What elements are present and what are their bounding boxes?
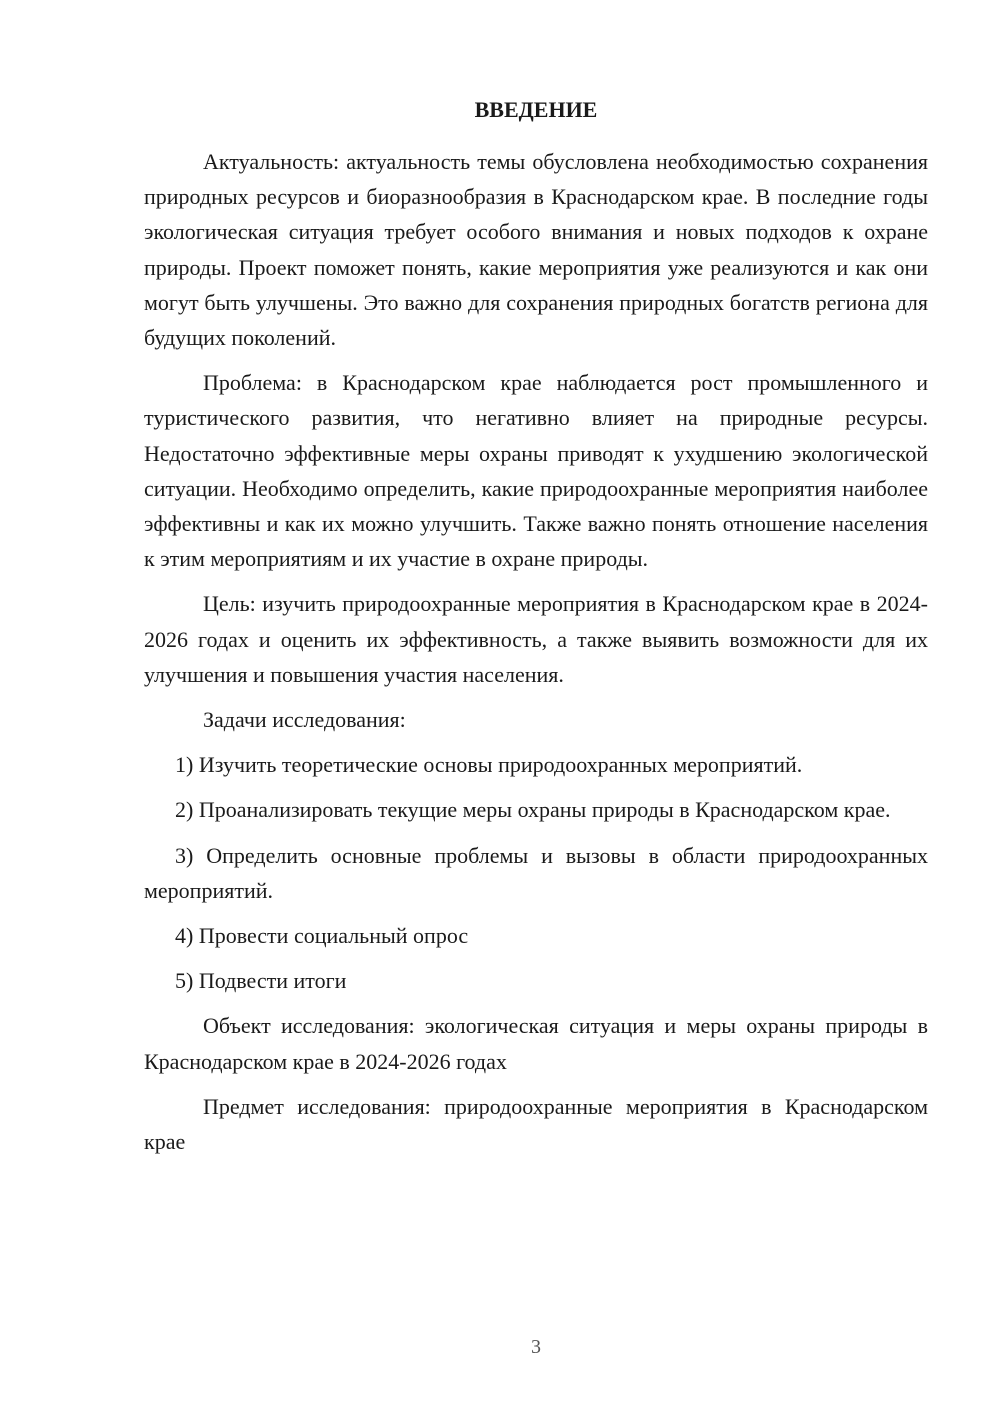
task-item-2: 2) Проанализировать текущие меры охраны природы в Краснодарском крае.: [175, 797, 891, 823]
page-content: [144, 94, 928, 1169]
paragraph-problem: Проблема: в Краснодарском крае наблюдается рост промышленного и туристического развития, что негативно влияет на природные ресурсы. Недостаточно эффективные меры охраны приводят к ухудшению экологической ситуации. Необходимо определить, какие природоохранные мероприятия наиболее эффективны и как их можно улучшить. Также важно понять отношение населения к этим мероприятиям и их участие в охране природы.: [144, 370, 928, 572]
paragraph-object: Объект исследования: экологическая ситуация и меры охраны природы в Краснодарском крае в 2024-2026 годах: [144, 1013, 928, 1074]
task-item-4: 4) Провести социальный опрос: [175, 923, 469, 949]
paragraph-subject: Предмет исследования: природоохранные мероприятия в Краснодарском крае: [144, 1093, 928, 1155]
task-item-5: 5) Подвести итоги: [175, 968, 347, 994]
paragraph-relevance: Актуальность: актуальность темы обусловлена необходимостью сохранения природных ресурсов и биоразнообразия в Краснодарском крае. В последние годы экологическая ситуация требует особого внимания и новых подходов к охране природы. Проект поможет понять, какие мероприятия уже реализуются и как они могут быть улучшены. Это важно для сохранения природных богатств региона для будущих поколений.: [144, 149, 928, 351]
section-heading: ВВЕДЕНИЕ: [474, 97, 598, 122]
paragraph-goal: Цель: изучить природоохранные мероприятия в Краснодарском крае в 2024-2026 годах и оценить их эффективность, а также выявить возможности для их улучшения и повышения участия населения.: [144, 591, 928, 687]
task-item-1: 1) Изучить теоретические основы природоохранных мероприятий.: [175, 752, 803, 778]
page-number: 3: [531, 1336, 541, 1358]
tasks-title: Задачи исследования:: [203, 707, 406, 733]
task-item-3: 3) Определить основные проблемы и вызовы в области природоохранных мероприятий.: [144, 842, 928, 903]
